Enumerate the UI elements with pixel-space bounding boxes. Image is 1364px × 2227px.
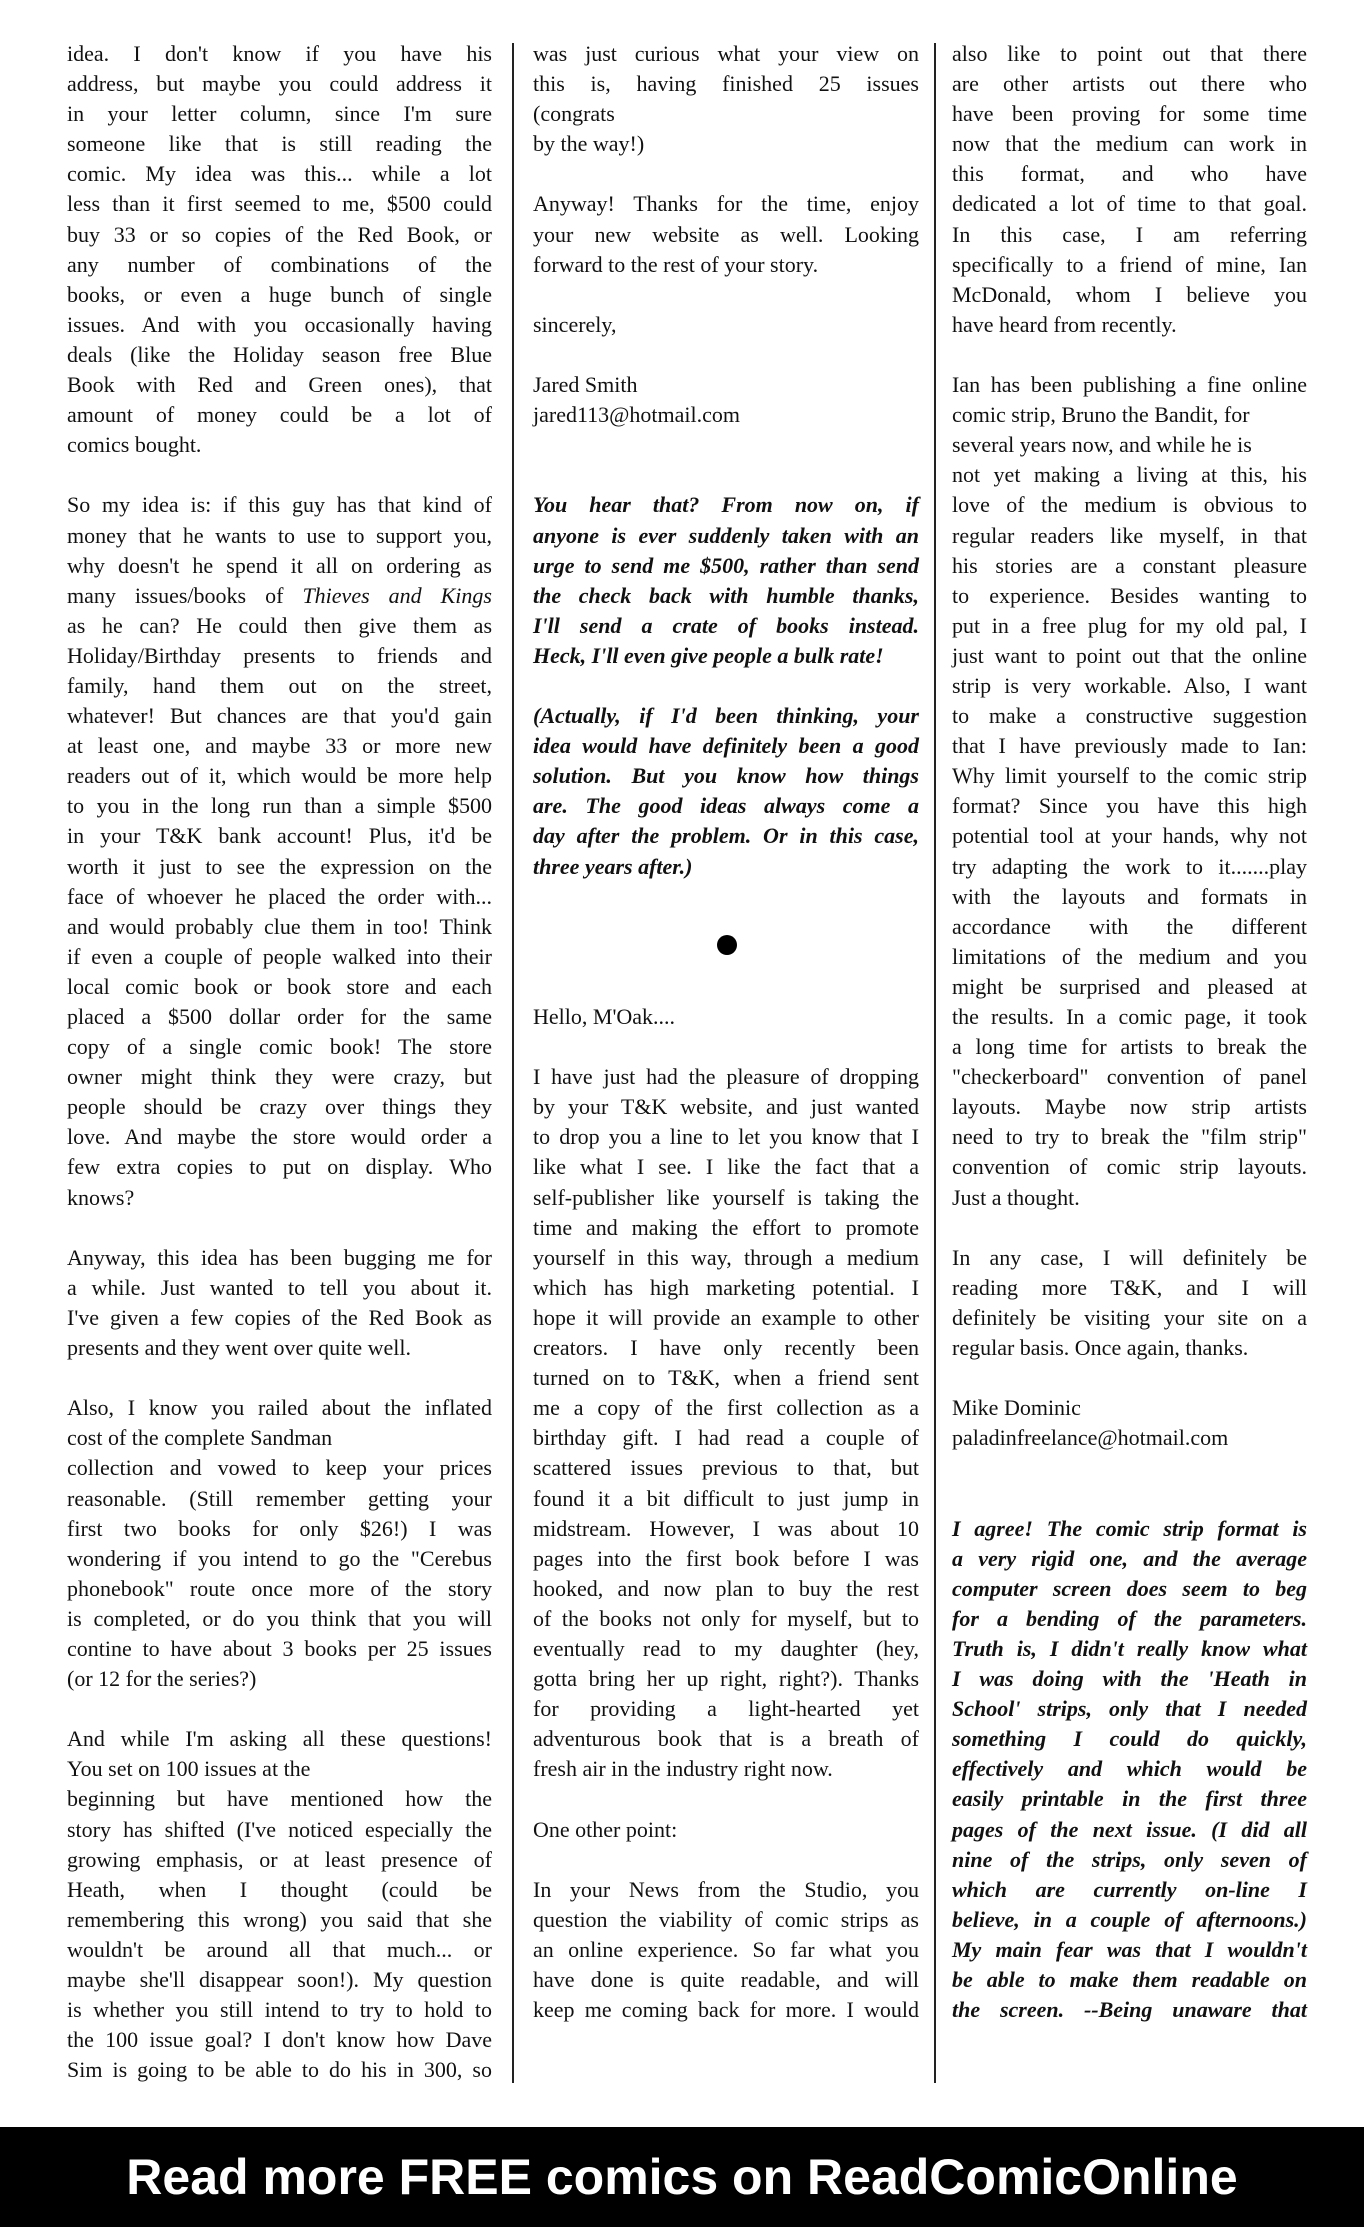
text-line: limitations of the medium and you — [952, 943, 1307, 969]
text-line: at least one, and maybe 33 or more new — [67, 733, 492, 759]
text-line: effectively and which would be — [952, 1756, 1307, 1782]
text-line: You set on 100 issues at the — [67, 1756, 311, 1782]
text-line: few extra copies to put on display. Who — [67, 1154, 492, 1180]
text-line: three years after.) — [533, 853, 693, 879]
text-line: knows? — [67, 1184, 135, 1210]
letter-paragraph — [952, 1393, 1307, 1453]
letter-paragraph — [67, 1243, 492, 1363]
letter-paragraph — [952, 39, 1307, 340]
text-line: comic. My idea was this... while a lot — [67, 161, 492, 187]
text-line: be able to make them readable on — [952, 1967, 1307, 1992]
text-line: a very rigid one, and the average — [952, 1545, 1307, 1571]
letter-column-1 — [67, 39, 492, 2115]
text-line: computer screen does seem to beg — [952, 1575, 1307, 1601]
text-line: comic strip, Bruno the Bandit, for — [952, 402, 1250, 428]
text-line: day after the problem. Or in this case, — [533, 823, 919, 849]
letter-paragraph — [952, 370, 1307, 1213]
text-line: nine of the strips, only seven of — [952, 1846, 1307, 1872]
text-line: someone like that is still reading the — [67, 131, 492, 157]
text-line: also like to point out that there — [952, 41, 1307, 66]
text-line: Anyway, this idea has been bugging me for — [67, 1244, 492, 1270]
text-line: the 100 issue goal? I don't know how Dave — [67, 2027, 492, 2053]
text-line: potential tool at your hands, why not — [952, 823, 1307, 849]
text-line: try adapting the work to it.......play — [952, 853, 1307, 879]
text-line: reading more T&K, and I will — [952, 1274, 1307, 1300]
text-line: idea would have definitely been a good — [533, 733, 919, 759]
text-line: I've given a few copies of the Red Book as — [67, 1304, 492, 1330]
text-line: with the layouts and formats in — [952, 883, 1307, 909]
text-line: in your letter column, since I'm sure — [67, 101, 492, 127]
text-line: (Actually, if I'd been thinking, your — [533, 703, 919, 729]
text-line: is whether you still intend to try to hold to — [67, 1997, 492, 2023]
text-line: My main fear was that I wouldn't — [952, 1936, 1307, 1962]
letter-column-2 — [533, 39, 919, 2055]
text-line: might be surprised and pleased at — [952, 973, 1307, 999]
section-separator — [533, 882, 919, 1002]
text-line: a long time for artists to break the — [952, 1034, 1307, 1060]
text-line: why doesn't he spend it all on ordering as — [67, 552, 492, 578]
text-line: his stories are a constant pleasure — [952, 552, 1307, 578]
text-line: forward to the rest of your story. — [533, 251, 819, 277]
text-line: books, or even a huge bunch of single — [67, 281, 492, 307]
text-line: One other point: — [533, 1816, 678, 1842]
text-line: that I have previously made to Ian: — [952, 733, 1307, 759]
text-line: beginning but have mentioned how the — [67, 1786, 492, 1812]
text-line: creators. I have only recently been — [533, 1335, 919, 1361]
text-line: In any case, I will definitely be — [952, 1244, 1307, 1270]
text-line: Jared Smith — [533, 372, 638, 398]
text-line: which are currently on-line I — [952, 1876, 1307, 1902]
text-line: the check back with humble thanks, — [533, 582, 919, 608]
text-line: your new website as well. Looking — [533, 221, 919, 247]
text-line: have been proving for some time — [952, 101, 1307, 127]
text-line: love of the medium is obvious to — [952, 492, 1307, 518]
column-divider — [512, 43, 514, 2083]
text-line: Heck, I'll even give people a bulk rate! — [533, 642, 884, 668]
letter-paragraph — [533, 189, 919, 279]
text-line: urge to send me $500, rather than send — [533, 552, 919, 578]
text-line: are. The good ideas always come a — [533, 793, 919, 819]
text-line: which has high marketing potential. I — [533, 1274, 919, 1300]
text-line: like what I see. I like the fact that a — [533, 1154, 919, 1180]
text-line: if even a couple of people walked into their — [67, 943, 492, 969]
text-line: this format, and who have — [952, 161, 1307, 187]
text-line: phonebook" route once more of the story — [67, 1575, 492, 1601]
text-line: You hear that? From now on, if — [533, 492, 919, 518]
text-line: are other artists out there who — [952, 71, 1307, 97]
text-line: put in a free plug for my old pal, I — [952, 612, 1307, 638]
editor-reply — [533, 490, 919, 671]
text-line: address, but maybe you could address it — [67, 71, 492, 97]
promo-banner[interactable] — [0, 2127, 1364, 2227]
text-line: hooked, and now plan to buy the rest — [533, 1575, 919, 1601]
letter-paragraph — [67, 1724, 492, 2085]
letter-paragraph — [533, 1815, 919, 1845]
text-line: sincerely, — [533, 311, 617, 337]
letter-paragraph — [533, 1062, 919, 1784]
text-line: whatever! But chances are that you'd gain — [67, 703, 492, 729]
text-line: time and making the effort to promote — [533, 1214, 919, 1240]
text-line: yourself in this way, through a medium — [533, 1244, 919, 1270]
text-line: amount of money could be a lot of — [67, 402, 492, 428]
text-line: question the viability of comic strips as — [533, 1906, 919, 1932]
letter-paragraph — [533, 39, 919, 159]
letter-column-3 — [952, 39, 1307, 2055]
text-line: In this case, I am referring — [952, 221, 1307, 247]
text-line: Holiday/Birthday presents to friends and — [67, 642, 492, 668]
text-line: dedicated a lot of time to that goal. — [952, 191, 1307, 217]
text-line: Just a thought. — [952, 1184, 1080, 1210]
text-line: McDonald, whom I believe you — [952, 281, 1307, 307]
text-line: presents and they went over quite well. — [67, 1335, 411, 1361]
text-line: hope it will provide an example to other — [533, 1304, 919, 1330]
text-line: an online experience. So far what you — [533, 1936, 919, 1962]
text-line: comics bought. — [67, 432, 202, 458]
text-line: And while I'm asking all these questions! — [67, 1726, 492, 1752]
text-line: Why limit yourself to the comic strip — [952, 763, 1307, 789]
text-line: owner might think they were crazy, but — [67, 1064, 492, 1090]
text-line: gotta bring her up right, right?). Thanks — [533, 1666, 919, 1692]
text-line: easily printable in the first three — [952, 1786, 1307, 1812]
text-line: (congrats — [533, 101, 615, 127]
text-line: solution. But you know how things — [533, 763, 919, 789]
text-line: regular basis. Once again, thanks. — [952, 1335, 1249, 1361]
text-line: Anyway! Thanks for the time, enjoy — [533, 191, 919, 217]
text-line: growing emphasis, or at least presence of — [67, 1846, 492, 1872]
text-line: strip is very workable. Also, I want — [952, 672, 1307, 698]
letter-paragraph — [952, 1243, 1307, 1363]
text-line: a while. Just wanted to tell you about it. — [67, 1274, 492, 1300]
text-line: local comic book or book store and each — [67, 973, 492, 999]
text-line: not yet making a living at this, his — [952, 462, 1307, 488]
text-line: fresh air in the industry right now. — [533, 1756, 833, 1782]
text-line: Hello, M'Oak.... — [533, 1004, 676, 1030]
text-line: In your News from the Studio, you — [533, 1876, 919, 1902]
text-line: Sim is going to be able to do his in 300, so — [67, 2057, 492, 2083]
text-line: something I could do quickly, — [952, 1726, 1307, 1752]
text-line: copy of a single comic book! The store — [67, 1034, 492, 1060]
letter-paragraph — [67, 490, 492, 1212]
text-line: jared113@hotmail.com — [533, 402, 741, 428]
text-line: maybe she'll disappear soon!). My question — [67, 1967, 492, 1992]
text-line: definitely be visiting your site on a — [952, 1304, 1307, 1330]
text-line: was just curious what your view on — [533, 41, 919, 66]
text-line: Mike Dominic — [952, 1395, 1081, 1421]
text-line: me a copy of the first collection as a — [533, 1395, 919, 1421]
text-line: collection and vowed to keep your prices — [67, 1455, 492, 1481]
text-line: now that the medium can work in — [952, 131, 1307, 157]
bullet-icon — [717, 935, 737, 955]
text-line: convention of comic strip layouts. — [952, 1154, 1307, 1180]
text-line: for a bending of the parameters. — [952, 1605, 1307, 1631]
text-line: accordance with the different — [952, 913, 1307, 939]
text-line: worth it just to see the expression on the — [67, 853, 492, 879]
text-line: remembering this wrong) you said that she — [67, 1906, 492, 1932]
text-line: first two books for only $26!) I was — [67, 1515, 492, 1541]
text-line: I agree! The comic strip format is — [952, 1515, 1307, 1541]
text-line: "checkerboard" convention of panel — [952, 1064, 1307, 1090]
text-line: birthday gift. I had read a couple of — [533, 1425, 919, 1451]
text-line: love. And maybe the store would order a — [67, 1124, 492, 1150]
book-title: Thieves and Kings — [302, 582, 492, 608]
text-line: family, hand them out on the street, — [67, 672, 492, 698]
text-line: Truth is, I didn't really know what — [952, 1635, 1307, 1661]
text-line: have done is quite readable, and will — [533, 1967, 919, 1993]
text-line: need to try to break the "film strip" — [952, 1124, 1307, 1150]
text-line: Book with Red and Green ones), that — [67, 372, 492, 398]
letter-paragraph — [533, 370, 919, 430]
text-line: the screen. --Being unaware that — [952, 1997, 1307, 2023]
text-line: less than it first seemed to me, $500 could — [67, 191, 492, 217]
text-line: to make a constructive suggestion — [952, 703, 1307, 729]
text-line: scattered issues previous to that, but — [533, 1455, 919, 1481]
text-line: is completed, or do you think that you will — [67, 1605, 492, 1631]
letter-paragraph — [533, 1875, 919, 2025]
text-line: (or 12 for the series?) — [67, 1666, 257, 1692]
letter-paragraph — [67, 1393, 492, 1694]
text-line: issues. And with you occasionally having — [67, 311, 492, 337]
text-line: as he can? He could then give them as — [67, 612, 492, 638]
text-line: eventually read to my daughter (hey, — [533, 1635, 919, 1661]
text-line: to experience. Besides wanting to — [952, 582, 1307, 608]
text-line: by the way!) — [533, 131, 645, 157]
text-line: wouldn't be around all that much... or — [67, 1936, 492, 1962]
text-line: So my idea is: if this guy has that kind of — [67, 492, 492, 518]
text-line: just want to point out that the online — [952, 642, 1307, 668]
text-line: Ian has been publishing a fine online — [952, 372, 1307, 398]
text-line: midstream. However, I was about 10 — [533, 1515, 919, 1541]
text-line: contine to have about 3 books per 25 issues — [67, 1635, 492, 1661]
text-line: the results. In a comic page, it took — [952, 1004, 1307, 1029]
text-line: School' strips, only that I needed — [952, 1696, 1307, 1722]
text-line: to you in the long run than a simple $500 — [67, 793, 492, 819]
text-line: wondering if you intend to go the "Cerebus — [67, 1545, 492, 1571]
text-line: cost of the complete Sandman — [67, 1425, 333, 1451]
text-line: for providing a light-hearted yet — [533, 1696, 919, 1722]
text-line: found it a bit difficult to just jump in — [533, 1485, 919, 1511]
text-line: anyone is ever suddenly taken with an — [533, 522, 919, 548]
text-line: idea. I don't know if you have his — [67, 41, 492, 66]
text-line: I have just had the pleasure of dropping — [533, 1064, 919, 1090]
text-line: any number of combinations of the — [67, 251, 492, 277]
text-line: reasonable. (Still remember getting your — [67, 1485, 492, 1511]
text-line: regular readers like myself, in that — [952, 522, 1307, 548]
text-line: self-publisher like yourself is taking the — [533, 1184, 919, 1210]
text-line: to drop you a line to let you know that I — [533, 1124, 919, 1150]
text-line: believe, in a couple of afternoons.) — [952, 1906, 1307, 1932]
text-line: people should be crazy over things they — [67, 1094, 492, 1120]
column-divider — [934, 43, 936, 2083]
text-line: of the books not only for myself, but to — [533, 1605, 919, 1631]
text-line: deals (like the Holiday season free Blue — [67, 341, 492, 367]
text-line: turned on to T&K, when a friend sent — [533, 1365, 919, 1391]
text-line: format? Since you have this high — [952, 793, 1307, 819]
text-line: face of whoever he placed the order with... — [67, 883, 492, 909]
text-line: readers out of it, which would be more help — [67, 763, 492, 789]
text-line: by your T&K website, and just wanted — [533, 1094, 919, 1120]
text-line: several years now, and while he is — [952, 432, 1252, 458]
promo-banner-text[interactable]: Read more FREE comics on ReadComicOnline — [126, 2149, 1238, 2205]
text-line: layouts. Maybe now strip artists — [952, 1094, 1307, 1120]
text-line: pages into the first book before I was — [533, 1545, 919, 1571]
text-line: story has shifted (I've noticed especially the — [67, 1816, 492, 1842]
text-line: Heath, when I thought (could be — [67, 1876, 492, 1902]
text-line: in your T&K bank account! Plus, it'd be — [67, 823, 492, 849]
text-line: adventurous book that is a breath of — [533, 1726, 919, 1752]
text-line: I'll send a crate of books instead. — [533, 612, 919, 638]
text-line: I was doing with the 'Heath in — [952, 1666, 1307, 1692]
editor-reply — [952, 1514, 1307, 2026]
text-line: Also, I know you railed about the inflated — [67, 1395, 492, 1421]
text-line: paladinfreelance@hotmail.com — [952, 1425, 1229, 1451]
text-line: pages of the next issue. (I did all — [952, 1816, 1307, 1842]
editor-reply — [533, 701, 919, 882]
text-line: have heard from recently. — [952, 311, 1177, 337]
text-line: specifically to a friend of mine, Ian — [952, 251, 1307, 277]
text-line: this is, having finished 25 issues — [533, 71, 919, 97]
text-line: money that he wants to use to support you, — [67, 522, 492, 548]
letter-paragraph — [533, 1002, 919, 1032]
text-line: and would probably clue them in too! Think — [67, 913, 492, 939]
text-line: keep me coming back for more. I would — [533, 1997, 919, 2023]
text-line: buy 33 or so copies of the Red Book, or — [67, 221, 492, 247]
letter-paragraph — [533, 310, 919, 340]
text-line: many issues/books of Thieves and Kings — [67, 582, 492, 608]
text-line: placed a $500 dollar order for the same — [67, 1004, 492, 1029]
letter-paragraph — [67, 39, 492, 460]
